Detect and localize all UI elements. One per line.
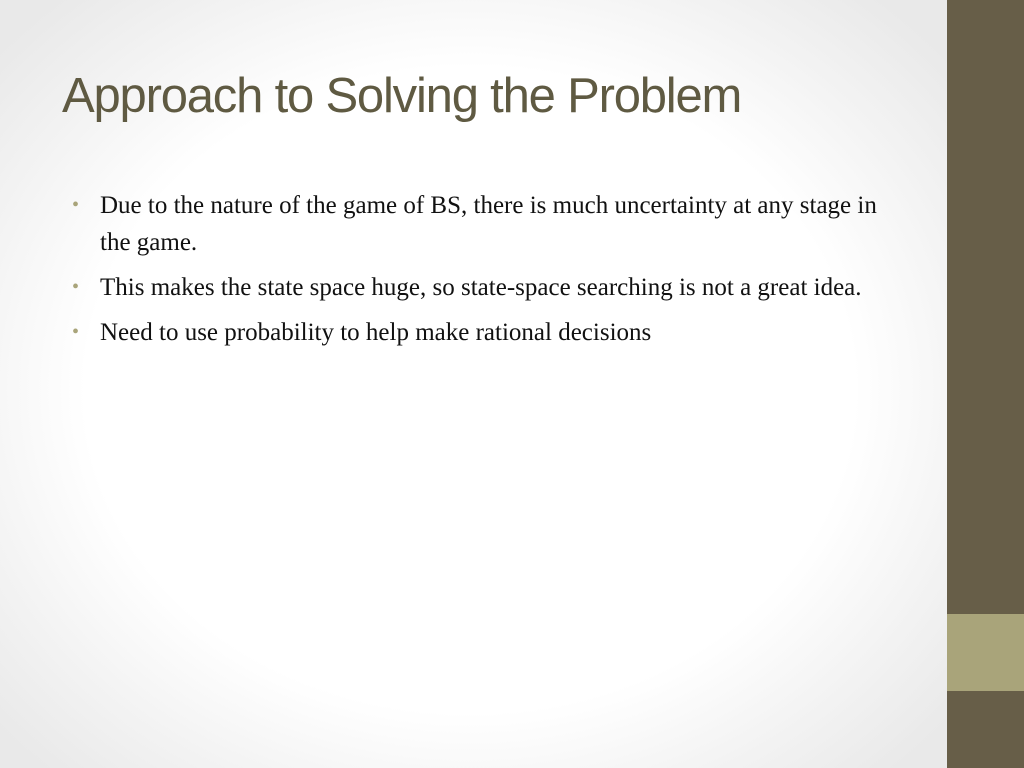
- bullet-item: [72, 314, 902, 351]
- side-accent-block: [947, 614, 1024, 691]
- slide-title: Approach to Solving the Problem: [62, 69, 742, 123]
- bullet-text: Due to the nature of the game of BS, there is much uncertainty at any stage in the game.: [100, 192, 877, 256]
- bullet-list: [72, 187, 902, 359]
- bullet-text: This makes the state space huge, so state-space searching is not a great idea.: [100, 274, 862, 301]
- bullet-icon: •: [72, 194, 80, 216]
- bullet-text: Need to use probability to help make rational decisions: [100, 319, 652, 346]
- bullet-icon: •: [72, 276, 80, 298]
- bullet-item: [72, 187, 902, 261]
- bullet-item: [72, 269, 902, 306]
- bullet-icon: •: [72, 321, 80, 343]
